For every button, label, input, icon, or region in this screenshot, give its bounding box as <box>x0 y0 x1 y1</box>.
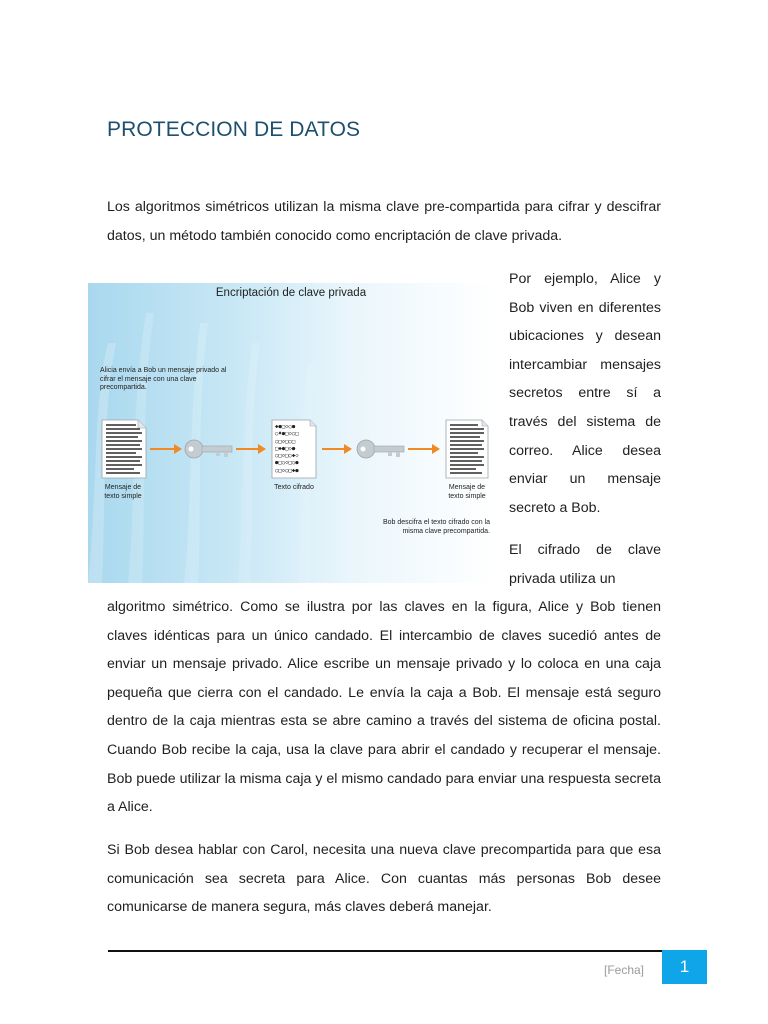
arrow-icon <box>150 444 182 454</box>
caption-bob-line: misma clave precompartida. <box>402 527 490 535</box>
plaintext-document-right-icon <box>446 420 488 478</box>
example-paragraph: Por ejemplo, Alice y Bob viven en diferentes ubicaciones y desean intercambiar mensajes secretos entre sí a través del sistema de correo. Alice desea enviar un mensaje secreto a Bob. <box>509 271 661 516</box>
figure-title: Encriptación de clave privada <box>215 287 367 299</box>
cipher-paragraph-continued: algoritmo simétrico. Como se ilustra por las claves en la figura, Alice y Bob tienen claves idénticas para un único candado. El intercambio de claves sucedió antes de enviar un mensaje privado. Alice escribe un mensaje privado y lo coloca en una caja pequeña que cierra con el candado. Le envía la caja a Bob. El mensaje está seguro dentro de la caja mientras esta se abre camino a través del sistema de oficina postal. Cuando Bob recibe la caja, usa la clave para abrir el candado y recuperar el mensaje. Bob puede utilizar la misma caja y el mismo candado para enviar una respuesta secreta a Alice. <box>107 599 661 816</box>
arrow-icon <box>322 444 352 454</box>
label-line: texto simple <box>104 492 142 500</box>
encryption-figure <box>88 283 494 583</box>
key-icon <box>185 440 232 458</box>
cipher-line: ○□◇○□◆● <box>275 467 299 474</box>
cipher-line: ○□◇□○□ <box>275 438 296 445</box>
arrow-icon <box>236 444 266 454</box>
label-plaintext-left <box>102 484 144 501</box>
footer-date-placeholder: [Fecha] <box>604 963 645 977</box>
label-ciphertext: Texto cifrado <box>274 484 314 491</box>
caption-alice-line: cifrar el mensaje con una clave <box>100 375 197 383</box>
caption-alice-line: precompartida. <box>100 384 147 392</box>
page-title: PROTECCION DE DATOS <box>107 118 361 141</box>
cipher-line: ●□○◇□○● <box>275 460 299 467</box>
key-icon <box>357 440 404 458</box>
intro-paragraph: Los algoritmos simétricos utilizan la misma clave pre-compartida para cifrar y descifrar datos, un método también conocido como encriptación de clave privada. <box>107 199 661 244</box>
cipher-paragraph-start: El cifrado de clave privada utiliza un <box>509 542 661 587</box>
footer-divider <box>108 950 663 952</box>
plaintext-document-left-icon <box>102 420 146 478</box>
cipher-line: □◆●□◇● <box>275 445 296 452</box>
arrow-icon <box>408 444 440 454</box>
caption-alice-line: Alicia envía a Bob un mensaje privado al <box>100 367 227 374</box>
cipher-line: ○♦●□◇○□ <box>275 431 299 438</box>
cipher-line: ○□◇□○◆◇ <box>275 453 299 460</box>
page-number: 1 <box>662 950 707 984</box>
wrapped-text-column <box>509 265 661 594</box>
label-plaintext-right <box>444 484 490 501</box>
carol-paragraph: Si Bob desea hablar con Carol, necesita una nueva clave precompartida para que esa comunicación sea secreta para Alice. Con cuantas más personas Bob desee comunicarse de manera segura, más claves deberá manejar. <box>107 842 661 916</box>
caption-bob-line: Bob descifra el texto cifrado con la <box>382 519 490 526</box>
caption-bob <box>383 519 490 536</box>
cipher-line: ◆●□◇○● <box>275 424 296 430</box>
label-line: Mensaje de <box>104 484 142 491</box>
ciphertext-content <box>275 424 299 475</box>
label-line: Mensaje de <box>448 484 486 491</box>
label-line: texto simple <box>448 492 486 500</box>
